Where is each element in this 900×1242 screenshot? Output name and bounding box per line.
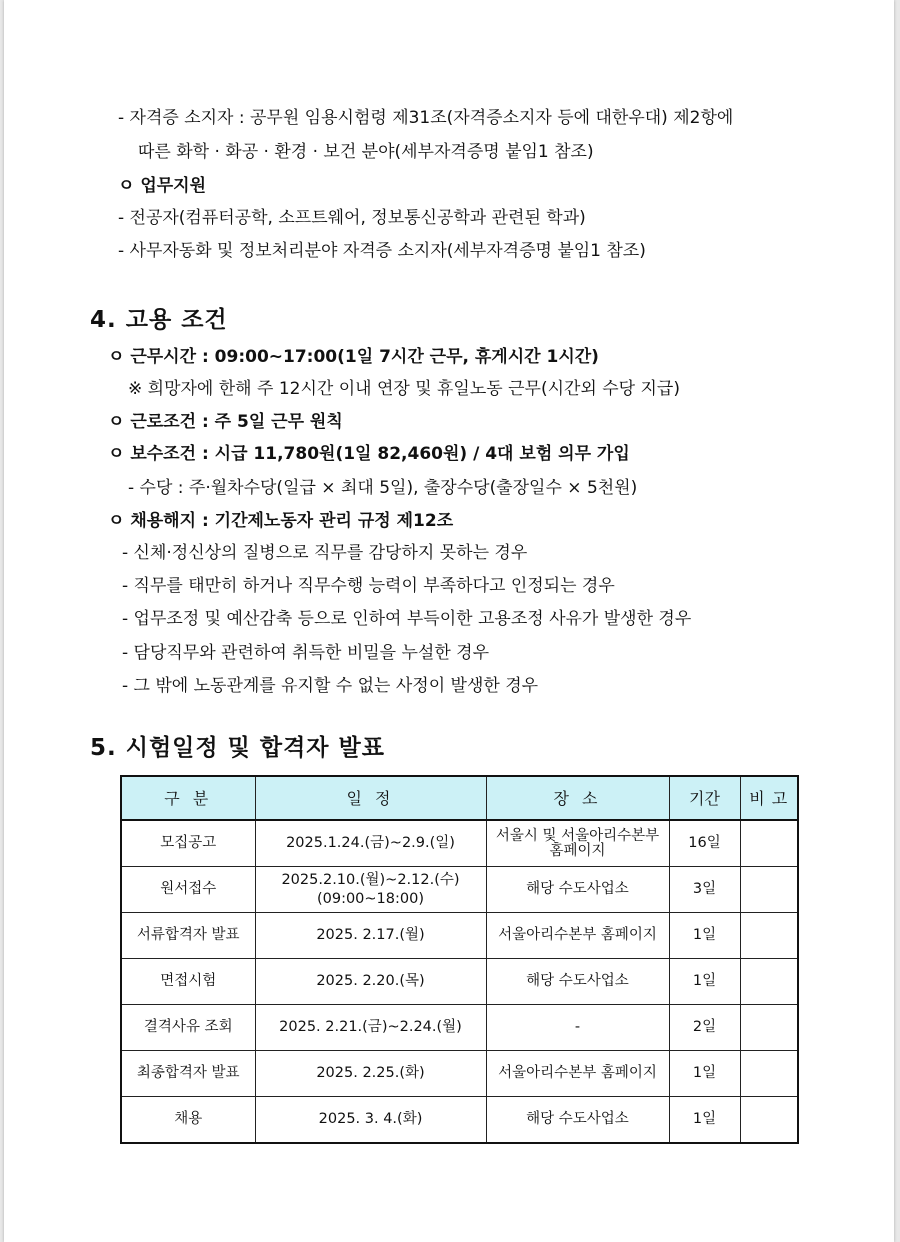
cell-date (255, 867, 486, 913)
section-4-heading: 4. 고용 조건 (90, 307, 228, 333)
cell-note (740, 820, 798, 867)
schedule-table (120, 775, 799, 1144)
cell-date: 2025.1.24.(금)~2.9.(일) (255, 820, 486, 867)
document-page (4, 0, 894, 1242)
table-header-row (121, 776, 798, 820)
cell-period: 16일 (669, 820, 740, 867)
termination-title: ㅇ 채용해지 : 기간제노동자 관리 규정 제12조 (108, 511, 454, 531)
cell-note (740, 1005, 798, 1051)
work-conditions: ㅇ 근로조건 : 주 5일 근무 원칙 (108, 412, 343, 432)
header-place: 장 소 (486, 776, 669, 820)
cell-item: 모집공고 (121, 820, 255, 867)
cell-date: 2025. 2.21.(금)~2.24.(월) (255, 1005, 486, 1051)
cell-period: 1일 (669, 959, 740, 1005)
cell-period: 1일 (669, 1051, 740, 1097)
termination-item: - 담당직무와 관련하여 취득한 비밀을 누설한 경우 (122, 643, 489, 663)
cell-note (740, 959, 798, 1005)
cell-period: 3일 (669, 867, 740, 913)
table-row (121, 913, 798, 959)
cell-date: 2025. 2.17.(월) (255, 913, 486, 959)
termination-item: - 업무조정 및 예산감축 등으로 인하여 부득이한 고용조정 사유가 발생한 경우 (122, 609, 692, 629)
work-hours: ㅇ 근무시간 : 09:00~17:00(1일 7시간 근무, 휴게시간 1시간) (108, 347, 599, 367)
table-row (121, 1051, 798, 1097)
date-line-2: (09:00~18:00) (316, 890, 425, 907)
cell-place: 서울아리수본부 홈페이지 (486, 913, 669, 959)
cell-item: 최종합격자 발표 (121, 1051, 255, 1097)
cell-date: 2025. 2.25.(화) (255, 1051, 486, 1097)
cell-note (740, 913, 798, 959)
cell-period: 1일 (669, 1097, 740, 1144)
header-schedule: 일 정 (255, 776, 486, 820)
place-line-1: 서울시 및 서울아리수본부 (495, 827, 660, 844)
cell-place: - (486, 1005, 669, 1051)
cell-date: 2025. 3. 4.(화) (255, 1097, 486, 1144)
cell-item: 채용 (121, 1097, 255, 1144)
place-line-2: 홈페이지 (549, 842, 606, 859)
table-row (121, 1005, 798, 1051)
table-row (121, 959, 798, 1005)
support-item-1: - 전공자(컴퓨터공학, 소프트웨어, 정보통신공학과 관련된 학과) (118, 208, 586, 228)
qualification-line-1: - 자격증 소지자 : 공무원 임용시험령 제31조(자격증소지자 등에 대한우대) 제2항에 (118, 108, 734, 128)
cell-note (740, 1097, 798, 1144)
cell-place: 서울아리수본부 홈페이지 (486, 1051, 669, 1097)
termination-item: - 직무를 태만히 하거나 직무수행 능력이 부족하다고 인정되는 경우 (122, 576, 615, 596)
cell-note (740, 1051, 798, 1097)
pay-allowance: - 수당 : 주·월차수당(일급 × 최대 5일), 출장수당(출장일수 × 5천원) (128, 478, 638, 498)
termination-item: - 그 밖에 노동관계를 유지할 수 없는 사정이 발생한 경우 (122, 676, 539, 696)
cell-period: 2일 (669, 1005, 740, 1051)
cell-place: 해당 수도사업소 (486, 867, 669, 913)
support-title: ㅇ 업무지원 (118, 176, 207, 196)
cell-date: 2025. 2.20.(목) (255, 959, 486, 1005)
table-row (121, 867, 798, 913)
cell-place: 해당 수도사업소 (486, 959, 669, 1005)
cell-item: 결격사유 조회 (121, 1005, 255, 1051)
cell-item: 서류합격자 발표 (121, 913, 255, 959)
support-item-2: - 사무자동화 및 정보처리분야 자격증 소지자(세부자격증명 붙임1 참조) (118, 241, 646, 261)
cell-period: 1일 (669, 913, 740, 959)
header-note: 비 고 (740, 776, 798, 820)
table-row (121, 1097, 798, 1144)
header-period: 기간 (669, 776, 740, 820)
termination-item: - 신체·정신상의 질병으로 직무를 감당하지 못하는 경우 (122, 543, 528, 563)
date-line-1: 2025.2.10.(월)~2.12.(수) (281, 871, 460, 888)
header-category: 구 분 (121, 776, 255, 820)
cell-place (486, 820, 669, 867)
cell-note (740, 867, 798, 913)
cell-place: 해당 수도사업소 (486, 1097, 669, 1144)
pay-conditions: ㅇ 보수조건 : 시급 11,780원(1일 82,460원) / 4대 보험 의무 가입 (108, 444, 630, 464)
section-5-heading: 5. 시험일정 및 합격자 발표 (90, 735, 385, 761)
table-row (121, 820, 798, 867)
qualification-line-2: 따른 화학 · 화공 · 환경 · 보건 분야(세부자격증명 붙임1 참조) (138, 142, 594, 162)
cell-item: 원서접수 (121, 867, 255, 913)
work-hours-note: ※ 희망자에 한해 주 12시간 이내 연장 및 휴일노동 근무(시간외 수당 지급) (128, 379, 680, 399)
cell-item: 면접시험 (121, 959, 255, 1005)
